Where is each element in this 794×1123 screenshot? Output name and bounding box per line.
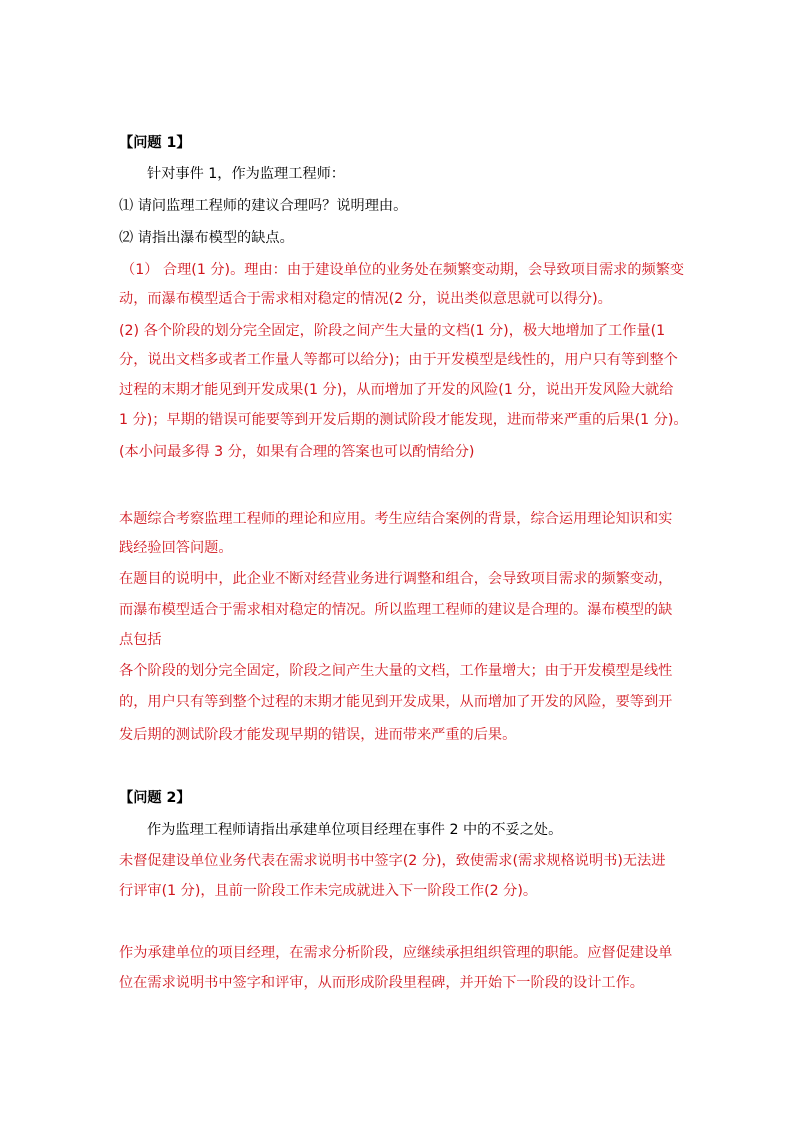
question-1-intro: 针对事件 1，作为监理工程师： [147,166,345,182]
q1-answer-line: (本小问最多得 3 分，如果有合理的答案也可以酌情给分) [119,444,475,460]
q1-analysis-line: 在题目的说明中，此企业不断对经营业务进行调整和组合，会导致项目需求的频繁变动， [119,571,673,587]
question-1-sub-1: ⑴ 请问监理工程师的建议合理吗？说明理由。 [119,198,408,214]
question-1-sub-2: ⑵ 请指出瀑布模型的缺点。 [119,230,294,246]
q1-answer-line: 分，说出文档多或者工作量人等都可以给分)；由于开发模型是线性的，用户只有等到整个 [119,352,678,368]
q1-answer-line: 动，而瀑布模型适合于需求相对稳定的情况(2 分，说出类似意思就可以得分)。 [119,291,612,307]
q1-answer-line: (2) 各个阶段的划分完全固定，阶段之间产生大量的文档(1 分)，极大地增加了工作量(1 [119,323,666,339]
question-2-title: 【问题 2】 [119,790,191,806]
q1-analysis-line: 点包括 [119,632,162,648]
q2-answer-line: 行评审(1 分)，且前一阶段工作未完成就进入下一阶段工作(2 分)。 [119,883,538,899]
q1-analysis-line: 践经验回答问题。 [119,540,233,556]
q1-answer-line: 1 分)；早期的错误可能要等到开发后期的测试阶段才能发现，进而带来严重的后果(1 分)。 [119,412,688,428]
q1-analysis-line: 而瀑布模型适合于需求相对稳定的情况。所以监理工程师的建议是合理的。瀑布模型的缺 [119,602,673,618]
q1-analysis-line: 的，用户只有等到整个过程的末期才能见到开发成果，从而增加了开发的风险，要等到开 [119,694,673,710]
q1-analysis-line: 各个阶段的划分完全固定，阶段之间产生大量的文档，工作量增大；由于开发模型是线性 [119,663,673,679]
question-2-intro: 作为监理工程师请指出承建单位项目经理在事件 2 中的不妥之处。 [147,822,563,838]
q1-analysis-line: 发后期的测试阶段才能发现早期的错误，进而带来严重的后果。 [119,727,517,743]
question-1-title: 【问题 1】 [119,135,191,151]
q2-analysis-line: 作为承建单位的项目经理，在需求分析阶段，应继续承担组织管理的职能。应督促建设单 [119,945,673,961]
q1-answer-line: （1） 合理(1 分)。理由：由于建设单位的业务处在频繁变动期，会导致项目需求的频繁变 [121,262,685,278]
q2-analysis-line: 位在需求说明书中签字和评审，从而形成阶段里程碑，并开始下一阶段的设计工作。 [119,975,644,991]
q1-analysis-line: 本题综合考察监理工程师的理论和应用。考生应结合案例的背景，综合运用理论知识和实 [119,511,673,527]
q2-answer-line: 未督促建设单位业务代表在需求说明书中签字(2 分)，致使需求(需求规格说明书)无法进 [119,853,666,869]
q1-answer-line: 过程的末期才能见到开发成果(1 分)，从而增加了开发的风险(1 分，说出开发风险大就给 [119,382,674,398]
